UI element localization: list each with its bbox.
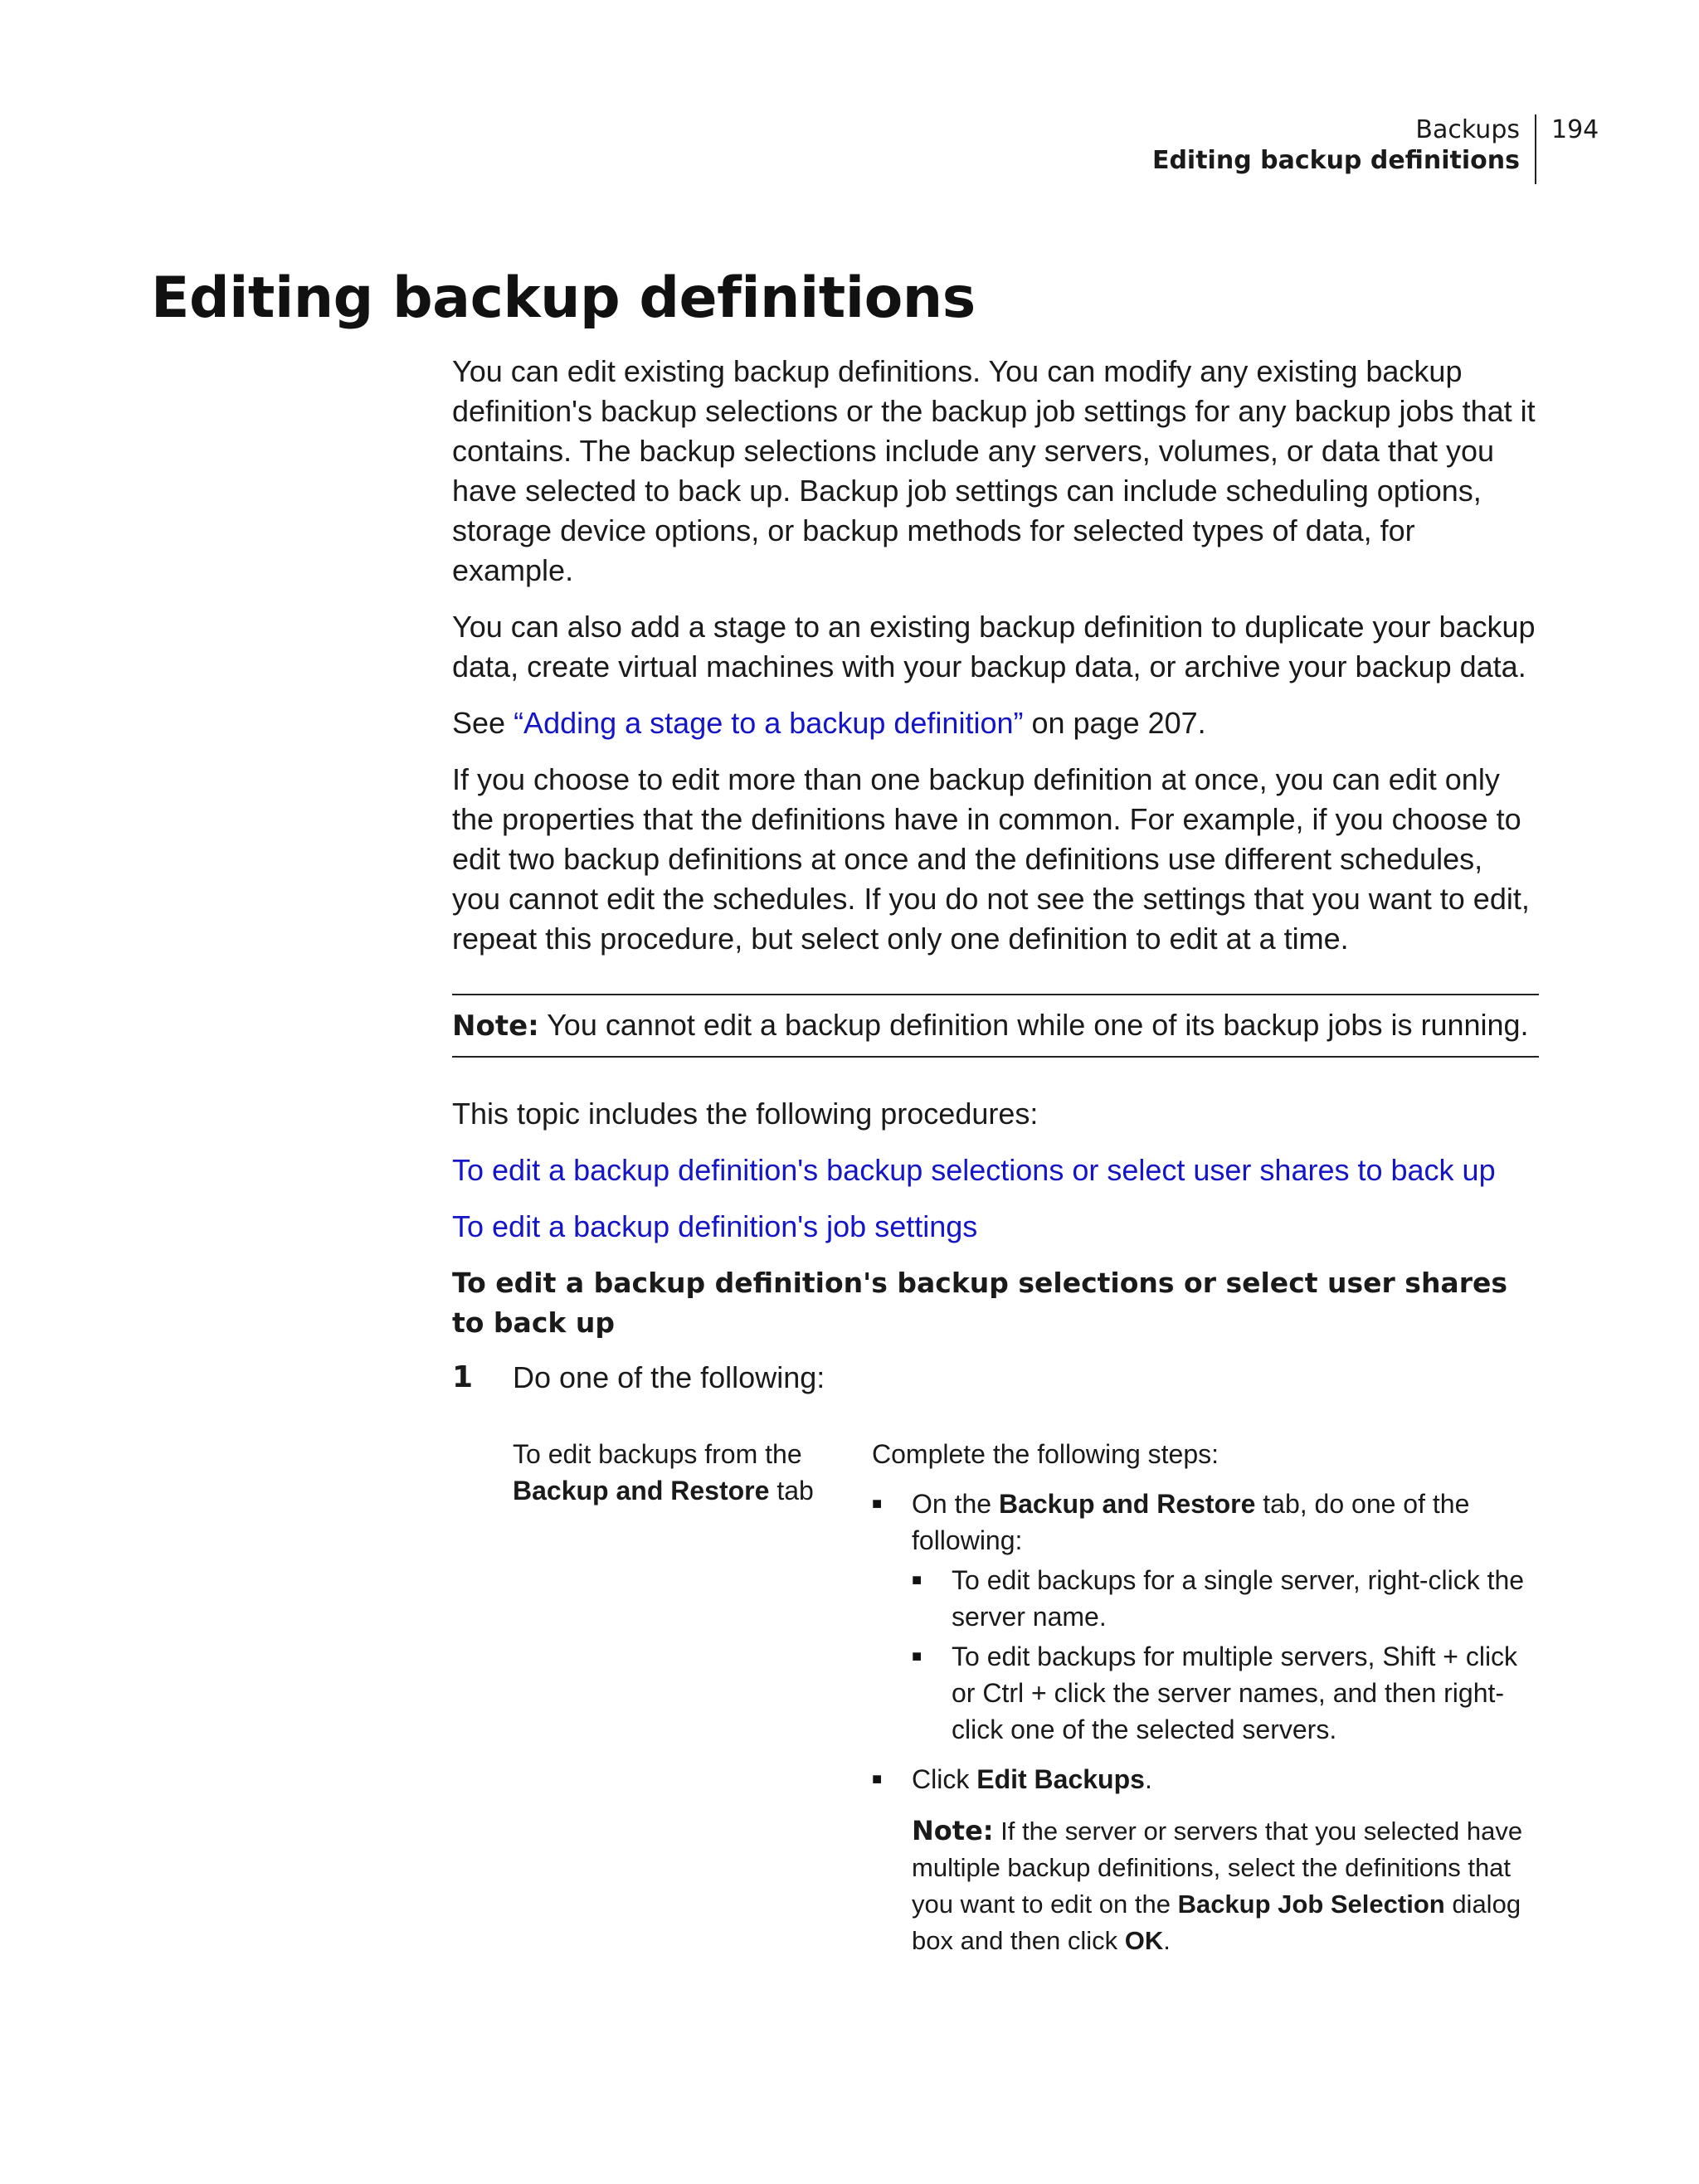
see-reference	[452, 703, 1539, 743]
header-subsection: Editing backup definitions	[1151, 146, 1520, 175]
left-text-end: tab	[769, 1476, 814, 1505]
bullet1-post: tab, do one of the following:	[912, 1489, 1470, 1555]
table-note-bold2: OK	[1124, 1926, 1164, 1955]
bullet2-post: .	[1144, 1764, 1152, 1794]
procedure-link-selections[interactable]: To edit a backup definition's backup selections or select user shares to back up	[452, 1153, 1496, 1187]
table-left-cell	[513, 1436, 872, 1959]
step-text: Do one of the following:	[513, 1360, 825, 1394]
bullet2-bold: Edit Backups	[976, 1764, 1145, 1794]
sub-bullet-1-text: To edit backups for a single server, right-click the server name.	[952, 1565, 1525, 1632]
running-header	[1152, 114, 1536, 184]
procedure-link-job-settings[interactable]: To edit a backup definition's job settings	[452, 1209, 978, 1243]
intro-paragraph: You can edit existing backup definitions. You can modify any existing backup definition's backup selections or the backup job settings for any backup jobs that it contains. The backup selections include any servers, volumes, or data that you have selected to back up. Backup job settings can include scheduling options, storage device options, or backup methods for selected types of data, for example.	[452, 354, 1536, 587]
steps-table	[513, 1436, 1539, 1959]
table-note-post: .	[1163, 1926, 1171, 1955]
adding-stage-link[interactable]: “Adding a stage to a backup definition”	[514, 706, 1024, 740]
table-note-bold1: Backup Job Selection	[1177, 1890, 1445, 1919]
table-note-pre: If the server or servers that you selected have multiple backup definitions, select the definitions that you want to edit on the	[912, 1817, 1523, 1919]
bullet1-pre: On the	[912, 1489, 999, 1519]
bullet2-pre: Click	[912, 1764, 977, 1794]
header-section: Backups	[1415, 115, 1520, 144]
bullet1-bold: Backup and Restore	[998, 1489, 1256, 1519]
see-prefix: See	[452, 706, 514, 740]
step-1	[452, 1358, 1539, 1398]
step-number: 1	[452, 1360, 474, 1394]
table-note-label: Note:	[912, 1815, 994, 1846]
left-bold: Backup and Restore	[513, 1476, 770, 1505]
note-text: You cannot edit a backup definition while one of its backup jobs is running.	[538, 1008, 1529, 1042]
main-content	[452, 352, 1539, 1959]
right-intro: Complete the following steps:	[872, 1439, 1219, 1469]
table-right-cell	[872, 1436, 1539, 1959]
sub-bullet-2-text: To edit backups for multiple servers, Shift + click or Ctrl + click the server names, and then right-click one of the selected servers.	[952, 1642, 1518, 1744]
page-number: 194	[1551, 115, 1599, 144]
note-box	[452, 994, 1539, 1058]
multi-edit-paragraph: If you choose to edit more than one backup definition at once, you can edit only the properties that the definitions have in common. For example, if you choose to edit two backup definitions at once and the definitions use different schedules, you cannot edit the schedules. If you do not see the settings that you want to edit, repeat this procedure, but select only one definition to edit at a time.	[452, 762, 1530, 956]
see-suffix: on page 207.	[1023, 706, 1206, 740]
left-text: To edit backups from the	[513, 1439, 802, 1469]
table-note-mid: dialog box and then click	[912, 1890, 1521, 1955]
procedures-intro: This topic includes the following procedures:	[452, 1097, 1039, 1131]
bullet-edit-backups	[872, 1761, 1539, 1797]
note-label: Note:	[452, 1009, 539, 1043]
bullet-backup-restore	[872, 1486, 1539, 1748]
sub-bullet-multiple	[912, 1638, 1539, 1748]
sub-bullet-single	[912, 1562, 1539, 1635]
page-title: Editing backup definitions	[151, 265, 976, 331]
stage-paragraph: You can also add a stage to an existing backup definition to duplicate your backup data, create virtual machines with your backup data, or archive your backup data.	[452, 610, 1536, 683]
procedure-title: To edit a backup definition's backup selections or select user shares to back up	[452, 1267, 1507, 1339]
table-note	[872, 1812, 1539, 1959]
